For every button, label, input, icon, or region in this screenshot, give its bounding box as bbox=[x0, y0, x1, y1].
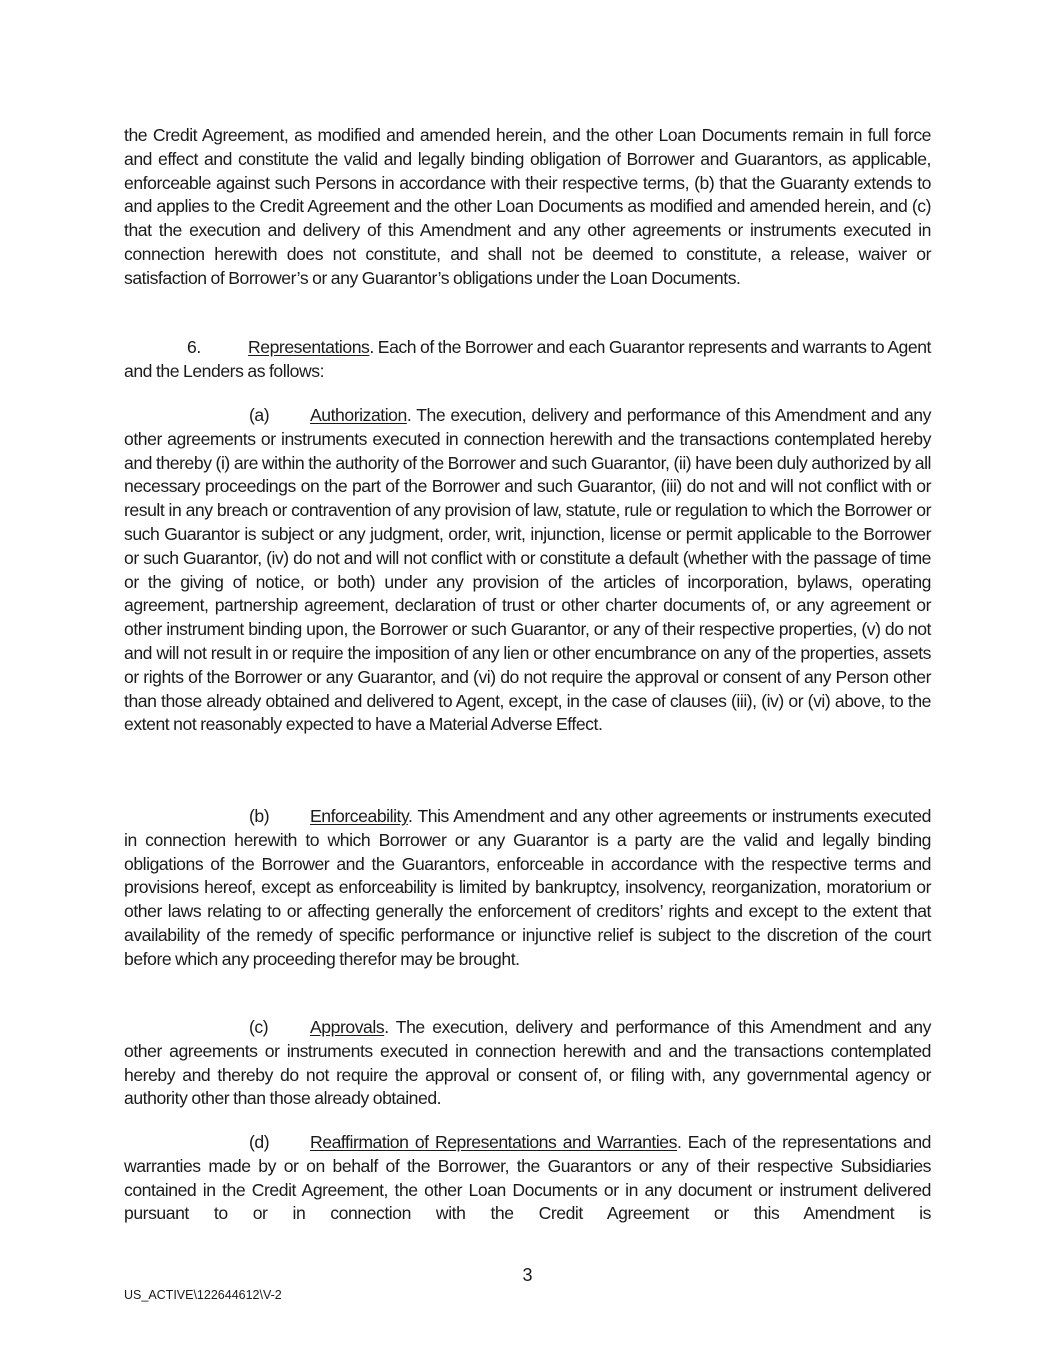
subsection-number: (b) bbox=[249, 806, 270, 826]
subsection-d-reaffirmation bbox=[124, 1131, 931, 1226]
paragraph-text: . Each of the Borrower and each Guarantor represents and warrants to Agent and the Lenders as follows: bbox=[124, 337, 931, 381]
section-heading: Representations bbox=[248, 337, 370, 357]
subsection-number: (a) bbox=[249, 405, 270, 425]
subsection-heading: Authorization bbox=[310, 405, 407, 425]
subsection-c-approvals bbox=[124, 1016, 931, 1111]
subsection-heading: Reaffirmation of Representations and Warranties bbox=[310, 1132, 677, 1152]
paragraph-text: . This Amendment and any other agreements or instruments executed in connection herewith to which Borrower or any Guarantor is a party are the valid and legally binding obligations of the Borrower and the Guarantors, enforceable in accordance with the respective terms and provisions hereof, except as enforceability is limited by bankruptcy, insolvency, reorganization, moratorium or other laws relating to or affecting generally the enforcement of creditors’ rights and except to the extent that availability of the remedy of specific performance or injunctive relief is subject to the discretion of the court before which any proceeding therefor may be brought. bbox=[124, 806, 931, 969]
subsection-heading: Enforceability bbox=[310, 806, 409, 826]
page-number: 3 bbox=[522, 1265, 533, 1285]
paragraph-text: . Each of the representations and warranties made by or on behalf of the Borrower, the Guarantors or any of their respective Subsidiaries contained in the Credit Agreement, the other Loan Documents or in any document or instrument delivered pursuant to or in connection with the Credit Agreement or this Amendment is bbox=[124, 1132, 932, 1224]
subsection-b-enforceability bbox=[124, 805, 931, 972]
subsection-heading: Approvals bbox=[310, 1017, 385, 1037]
paragraph-continuation bbox=[124, 124, 931, 291]
paragraph-text: . The execution, delivery and performance of this Amendment and any other agreements or instruments executed in connection herewith and the transactions contemplated hereby and thereby (i) are within the authority of the Borrower and such Guarantor, (ii) have been duly authorized by all necessary proceedings on the part of the Borrower and such Guarantor, (iii) do not and will not conflict with or result in any breach or contravention of any provision of law, statute, rule or regulation to which the Borrower or such Guarantor is subject or any judgment, order, writ, injunction, license or permit applicable to the Borrower or such Guarantor, (iv) do not and will not conflict with or constitute a default (whether with the passage of time or the giving of notice, or both) under any provision of the articles of incorporation, bylaws, operating agreement, partnership agreement, declaration of trust or other charter documents of, or any agreement or other instrument binding upon, the Borrower or such Guarantor, or any of their respective properties, (v) do not and will not result in or require the imposition of any lien or other encumbrance on any of the properties, assets or rights of the Borrower or any Guarantor, and (vi) do not require the approval or consent of any Person other than those already obtained and delivered to Agent, except, in the case of clauses (iii), (iv) or (vi) above, to the extent not reasonably expected to have a Material Adverse Effect. bbox=[124, 405, 931, 735]
paragraph-text: . The execution, delivery and performance of this Amendment and any other agreements or instruments executed in connection herewith and and the transactions contemplated hereby and thereby do not require the approval or consent of, or filing with, any governmental agency or authority other than those already obtained. bbox=[124, 1017, 931, 1109]
paragraph-text: the Credit Agreement, as modified and amended herein, and the other Loan Documents remain in full force and effect and constitute the valid and legally binding obligation of Borrower and Guarantors, as applicable, enforceable against such Persons in accordance with their respective terms, (b) that the Guaranty extends to and applies to the Credit Agreement and the other Loan Documents as modified and amended herein, and (c) that the execution and delivery of this Amendment and any other agreements or instruments executed in connection herewith does not constitute, and shall not be deemed to constitute, a release, waiver or satisfaction of Borrower’s or any Guarantor’s obligations under the Loan Documents. bbox=[124, 125, 931, 288]
section-number: 6. bbox=[187, 337, 201, 357]
subsection-a-authorization bbox=[124, 404, 931, 737]
footer-document-id: US_ACTIVE\122644612\V-2 bbox=[124, 1288, 282, 1302]
section-6-representations bbox=[124, 336, 931, 384]
subsection-number: (c) bbox=[249, 1017, 269, 1037]
subsection-number: (d) bbox=[249, 1132, 270, 1152]
